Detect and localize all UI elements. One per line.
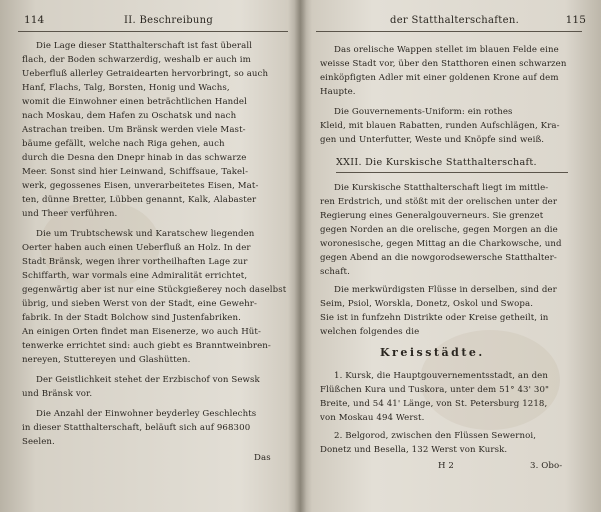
heading-rule [336, 172, 568, 173]
text-line: in dieser Statthalterschaft, beläuft sich auf 968300 [22, 423, 251, 433]
text-line: schaft. [320, 267, 350, 277]
text-line: 2. Belgorod, zwischen den Flüssen Sewernoi, [334, 431, 537, 441]
section-heading: XXII. Die Kurskische Statthalterschaft. [336, 157, 537, 168]
text-line: nereyen, Stuttereyen und Glashütten. [22, 355, 191, 365]
text-line: Haupte. [320, 87, 356, 97]
text-line: gen und Unterfutter, Weste und Knöpfe sind weiß. [320, 135, 545, 145]
text-line: Oerter haben auch einen Ueberfluß an Holz. In der [22, 243, 251, 253]
left-page [14, 0, 290, 512]
text-line: übrig, und sieben Werst von der Stadt, eine Gewehr- [22, 299, 258, 309]
text-line: von Moskau 494 Werst. [320, 413, 425, 423]
text-line: woronesische, gegen Mittag an die Charkowsche, und [320, 239, 562, 249]
header-rule [316, 31, 582, 32]
text-line: gegenwärtig aber ist nur eine Stückgießerey noch daselbst [22, 285, 287, 295]
catchword: 3. Obo- [530, 461, 563, 471]
text-line: Donetz und Besella, 132 Werst von Kursk. [320, 445, 508, 455]
kreis-heading: Kreisstädte. [380, 346, 485, 359]
text-line: Die um Trubtschewsk und Karatschew liegenden [36, 229, 255, 239]
text-line: Die merkwürdigsten Flüsse in derselben, sind der [334, 285, 557, 295]
running-head: der Statthalterschaften. [390, 15, 520, 26]
text-line: einköpfigten Adler mit einer goldenen Krone auf dem [320, 73, 559, 83]
text-line: Flüßchen Kura und Tuskora, unter dem 51° 43' 30" [320, 385, 550, 395]
text-line: Die Anzahl der Einwohner beyderley Geschlechts [36, 409, 257, 419]
text-line: An einigen Orten findet man Eisenerze, wo auch Hüt- [22, 327, 261, 337]
text-line: gegen Norden an die orelische, gegen Morgen an die [320, 225, 558, 235]
text-line: Der Geistlichkeit stehet der Erzbischof von Sewsk [36, 375, 260, 385]
text-line: flach, der Boden schwarzerdig, weshalb er auch im [22, 55, 251, 65]
text-line: Regierung eines Generalgouverneurs. Sie grenzet [320, 211, 544, 221]
right-page [316, 0, 586, 512]
header-rule [18, 31, 288, 32]
text-line: gegen Abend an die nowgorodsewersche Statthalter- [320, 253, 557, 263]
text-line: weisse Stadt vor, über den Statthoren einen schwarzen [320, 59, 567, 69]
catchword: Das [254, 453, 271, 463]
text-line: fabrik. In der Stadt Bolchow sind Justenfabriken. [22, 313, 241, 323]
text-line: Astrachan treiben. Um Bränsk werden viele Mast- [22, 125, 246, 135]
text-line: Stadt Bränsk, wegen ihrer vortheilhaften Lage zur [22, 257, 248, 267]
text-line: Breite, und 54 41' Länge, von St. Petersburg 1218, [320, 399, 548, 409]
text-line: und Theer verführen. [22, 209, 118, 219]
text-line: Seelen. [22, 437, 55, 447]
text-line: Die Kurskische Statthalterschaft liegt im mittle- [334, 183, 549, 193]
text-line: Hanf, Flachs, Talg, Borsten, Honig und Wachs, [22, 83, 230, 93]
running-head: II. Beschreibung [124, 15, 214, 26]
text-line: Die Lage dieser Statthalterschaft ist fast überall [36, 41, 253, 51]
text-line: Das orelische Wappen stellet im blauen Felde eine [334, 45, 559, 55]
text-line: werk, gegossenes Eisen, unverarbeitetes Eisen, Mat- [22, 181, 259, 191]
text-line: Schiffarth, war vormals eine Admiralität errichtet, [22, 271, 248, 281]
text-line: bäume gefällt, welche nach Riga gehen, auch [22, 139, 225, 149]
text-line: ten, dünne Bretter, Lübben genannt, Kalk, Alabaster [22, 195, 257, 205]
text-line: und Bränsk vor. [22, 389, 93, 399]
text-line: Die Gouvernements-Uniform: ein rothes [334, 107, 513, 117]
text-line: Ueberfluß allerley Getraidearten hervorbringt, so auch [22, 69, 269, 79]
text-line: womit die Einwohner einen beträchtlichen Handel [22, 97, 247, 107]
text-line: Kleid, mit blauen Rabatten, runden Aufschlägen, Kra- [320, 121, 560, 131]
text-line: nach Moskau, dem Hafen zu Oschatsk und nach [22, 111, 237, 121]
text-line: Sie ist in funfzehn Distrikte oder Kreise getheilt, in [320, 313, 549, 323]
text-line: ren Erdstrich, und stößt mit der orelischen unter der [320, 197, 558, 207]
text-line: durch die Desna den Dnepr hinab in das schwarze [22, 153, 247, 163]
page-number: 114 [24, 14, 45, 26]
page-number: 115 [565, 14, 586, 26]
text-line: welchen folgendes die [320, 327, 420, 337]
text-line: Seim, Psiol, Worskla, Donetz, Oskol und Swopa. [320, 299, 534, 309]
signature-mark: H 2 [438, 461, 454, 471]
text-line: tenwerke errichtet sind: auch giebt es Branntweinbren- [22, 341, 271, 351]
text-line: Meer. Sonst sind hier Leinwand, Schiffsaue, Takel- [22, 167, 249, 177]
text-line: 1. Kursk, die Hauptgouvernementsstadt, an den [334, 371, 548, 381]
